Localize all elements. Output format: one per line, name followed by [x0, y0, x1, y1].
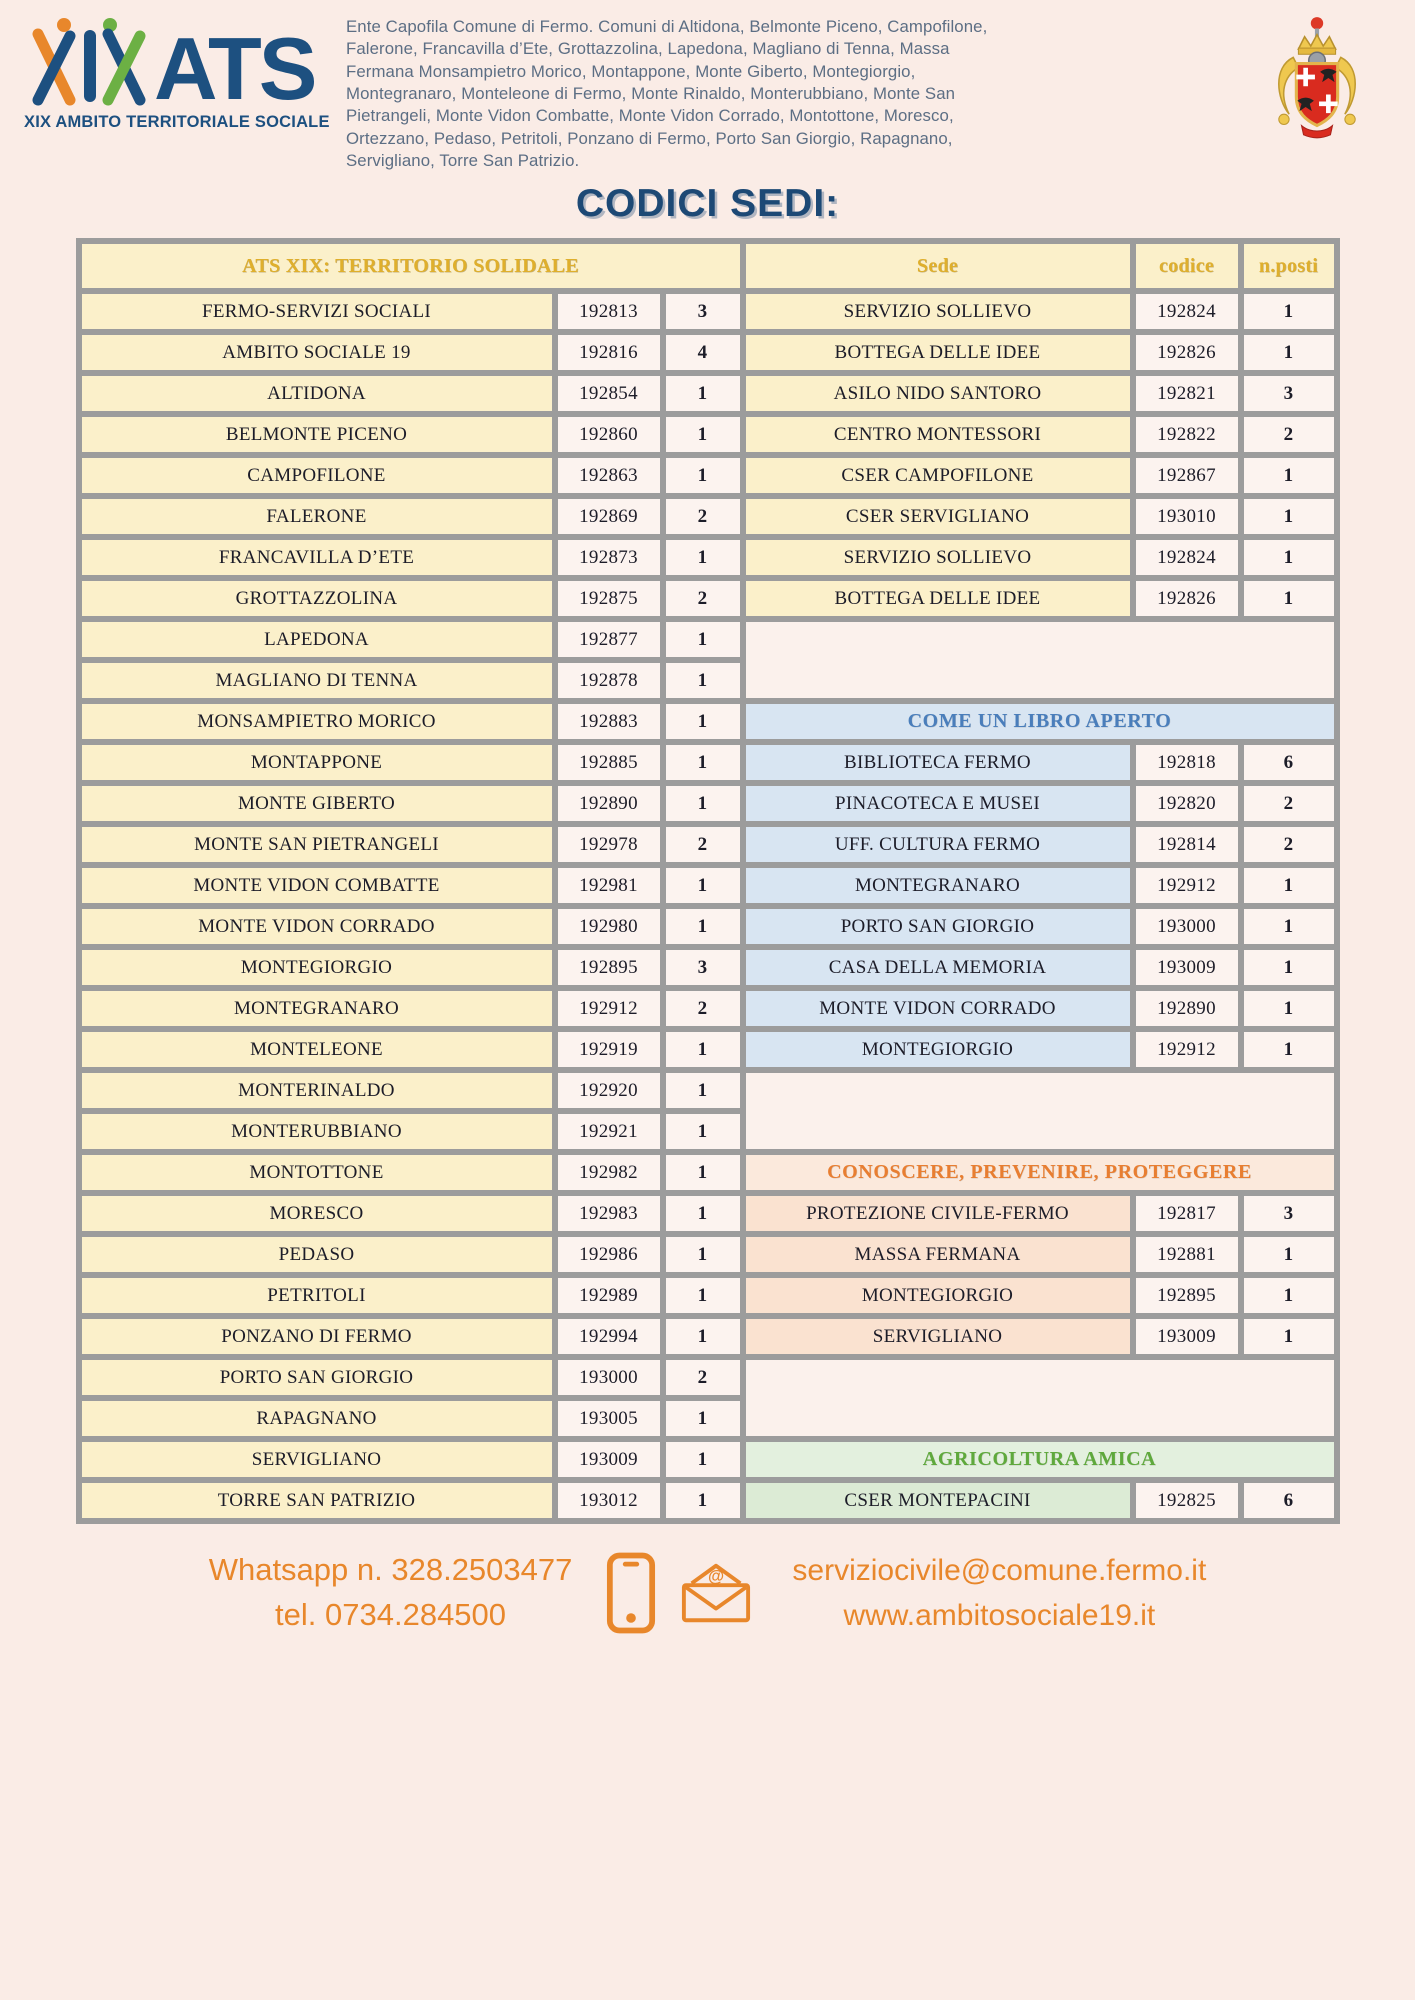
sede-name-cell: CSER CAMPOFILONE — [746, 458, 1130, 493]
sede-name-cell: PROTEZIONE CIVILE-FERMO — [746, 1196, 1130, 1231]
sede-code-cell: 192824 — [1136, 294, 1238, 329]
sede-name-cell: SERVIZIO SOLLIEVO — [746, 294, 1130, 329]
site-posts-cell: 1 — [666, 622, 740, 657]
site-code-cell: 192983 — [558, 1196, 660, 1231]
sede-code-cell: 193000 — [1136, 909, 1238, 944]
site-posts-cell: 1 — [666, 376, 740, 411]
empty-cell — [746, 1073, 1334, 1149]
sede-code-cell: 192821 — [1136, 376, 1238, 411]
sede-posts-cell: 1 — [1244, 991, 1334, 1026]
sede-name-cell: BOTTEGA DELLE IDEE — [746, 335, 1130, 370]
site-name-cell: MONSAMPIETRO MORICO — [82, 704, 552, 739]
sede-name-cell: ASILO NIDO SANTORO — [746, 376, 1130, 411]
site-name-cell: MORESCO — [82, 1196, 552, 1231]
site-code-cell: 192994 — [558, 1319, 660, 1354]
sede-code-cell: 193010 — [1136, 499, 1238, 534]
site-posts-cell: 2 — [666, 1360, 740, 1395]
section-header: AGRICOLTURA AMICA — [746, 1442, 1334, 1477]
logo-subtitle: XIX AMBITO TERRITORIALE SOCIALE — [24, 113, 330, 131]
site-code-cell: 192890 — [558, 786, 660, 821]
sede-posts-cell: 6 — [1244, 1483, 1334, 1518]
site-posts-cell: 4 — [666, 335, 740, 370]
sede-code-cell: 193009 — [1136, 950, 1238, 985]
site-posts-cell: 1 — [666, 786, 740, 821]
sede-posts-cell: 1 — [1244, 458, 1334, 493]
sede-name-cell: UFF. CULTURA FERMO — [746, 827, 1130, 862]
sede-code-cell: 192820 — [1136, 786, 1238, 821]
site-posts-cell: 1 — [666, 1483, 740, 1518]
sede-name-cell: MASSA FERMANA — [746, 1237, 1130, 1272]
site-name-cell: PEDASO — [82, 1237, 552, 1272]
sede-code-cell: 192912 — [1136, 1032, 1238, 1067]
site-name-cell: TORRE SAN PATRIZIO — [82, 1483, 552, 1518]
ats-wordmark: ATS — [154, 19, 315, 106]
sede-posts-cell: 1 — [1244, 294, 1334, 329]
sede-posts-cell: 1 — [1244, 868, 1334, 903]
site-posts-cell: 1 — [666, 1319, 740, 1354]
site-code-cell: 192982 — [558, 1155, 660, 1190]
site-name-cell: MONTE VIDON CORRADO — [82, 909, 552, 944]
site-name-cell: MONTERUBBIANO — [82, 1114, 552, 1149]
site-code-cell: 192978 — [558, 827, 660, 862]
phone-number: tel. 0734.284500 — [275, 1597, 507, 1633]
sede-name-cell: CENTRO MONTESSORI — [746, 417, 1130, 452]
site-name-cell: PORTO SAN GIORGIO — [82, 1360, 552, 1395]
site-code-cell: 192980 — [558, 909, 660, 944]
site-posts-cell: 1 — [666, 1196, 740, 1231]
municipalities-description: Ente Capofila Comune di Fermo. Comuni di Altidona, Belmonte Piceno, Campofilone, Falerone, Francavilla d’Ete, Grottazzolina, Lapedona, Magliano di Tenna, Massa Fermana Monsampietro Morico, Montappone, Monte Giberto, Montegiorgio, Montegranaro, Monteleone di Fermo, Monte Rinaldo, Monterubbiano, Monte San Pietrangeli, Monte Vidon Combatte, Monte Vidon Corrado, Montottone, Moresco, Ortezzano, Pedaso, Petritoli, Ponzano di Fermo, Porto San Giorgio, Rapagnano, Servigliano, Torre San Patrizio. — [346, 17, 988, 170]
site-posts-cell: 1 — [666, 745, 740, 780]
site-code-cell: 192981 — [558, 868, 660, 903]
site-posts-cell: 1 — [666, 458, 740, 493]
footer — [0, 1548, 1415, 1638]
site-name-cell: GROTTAZZOLINA — [82, 581, 552, 616]
site-name-cell: FRANCAVILLA D’ETE — [82, 540, 552, 575]
online-contacts — [792, 1548, 1206, 1638]
site-name-cell: MONTEGIORGIO — [82, 950, 552, 985]
site-code-cell: 192816 — [558, 335, 660, 370]
sede-posts-cell: 1 — [1244, 1237, 1334, 1272]
column-header-codice: codice — [1136, 244, 1238, 288]
sede-posts-cell: 1 — [1244, 909, 1334, 944]
email-address[interactable]: serviziocivile@comune.fermo.it — [792, 1554, 1207, 1588]
empty-cell — [746, 622, 1334, 698]
site-posts-cell: 1 — [666, 417, 740, 452]
site-name-cell: MONTERINALDO — [82, 1073, 552, 1108]
site-name-cell: MONTOTTONE — [82, 1155, 552, 1190]
site-code-cell: 192869 — [558, 499, 660, 534]
site-code-cell: 192919 — [558, 1032, 660, 1067]
fermo-coat-of-arms-icon — [1269, 14, 1365, 140]
page-title: CODICI SEDI: — [575, 182, 840, 226]
site-code-cell: 192986 — [558, 1237, 660, 1272]
sede-posts-cell: 3 — [1244, 376, 1334, 411]
site-posts-cell: 1 — [666, 663, 740, 698]
sede-code-cell: 192822 — [1136, 417, 1238, 452]
sede-posts-cell: 2 — [1244, 417, 1334, 452]
website-url[interactable]: www.ambitosociale19.it — [843, 1599, 1156, 1633]
site-code-cell: 192873 — [558, 540, 660, 575]
column-header-sede: Sede — [746, 244, 1130, 288]
sede-posts-cell: 1 — [1244, 1032, 1334, 1067]
site-posts-cell: 1 — [666, 1032, 740, 1067]
sede-name-cell: CSER SERVIGLIANO — [746, 499, 1130, 534]
site-name-cell: MONTE SAN PIETRANGELI — [82, 827, 552, 862]
sede-name-cell: MONTEGIORGIO — [746, 1278, 1130, 1313]
site-code-cell: 193012 — [558, 1483, 660, 1518]
sede-code-cell: 192818 — [1136, 745, 1238, 780]
header — [0, 0, 1415, 172]
email-envelope-icon — [680, 1561, 752, 1625]
site-name-cell: MONTE VIDON COMBATTE — [82, 868, 552, 903]
site-name-cell: PONZANO DI FERMO — [82, 1319, 552, 1354]
empty-cell — [746, 1360, 1334, 1436]
site-code-cell: 192854 — [558, 376, 660, 411]
site-name-cell: BELMONTE PICENO — [82, 417, 552, 452]
sede-code-cell: 192912 — [1136, 868, 1238, 903]
site-name-cell: MONTELEONE — [82, 1032, 552, 1067]
site-name-cell: RAPAGNANO — [82, 1401, 552, 1436]
sede-code-cell: 192867 — [1136, 458, 1238, 493]
site-name-cell: SERVIGLIANO — [82, 1442, 552, 1477]
sede-code-cell: 192825 — [1136, 1483, 1238, 1518]
section-header: COME UN LIBRO APERTO — [746, 704, 1334, 739]
ats-logo-graphic — [24, 14, 342, 106]
whatsapp-number: Whatsapp n. 328.2503477 — [208, 1552, 573, 1588]
site-name-cell: FERMO-SERVIZI SOCIALI — [82, 294, 552, 329]
site-name-cell: MONTEGRANARO — [82, 991, 552, 1026]
sede-code-cell: 192890 — [1136, 991, 1238, 1026]
ats-logo — [24, 14, 342, 132]
site-name-cell: AMBITO SOCIALE 19 — [82, 335, 552, 370]
sede-posts-cell: 2 — [1244, 827, 1334, 862]
svg-text:@: @ — [708, 1566, 725, 1586]
site-code-cell: 192921 — [558, 1114, 660, 1149]
site-posts-cell: 1 — [666, 1155, 740, 1190]
footer-icons — [606, 1551, 752, 1635]
site-code-cell: 193005 — [558, 1401, 660, 1436]
site-code-cell: 192878 — [558, 663, 660, 698]
sede-posts-cell: 6 — [1244, 745, 1334, 780]
sede-code-cell: 193009 — [1136, 1319, 1238, 1354]
site-posts-cell: 2 — [666, 991, 740, 1026]
site-posts-cell: 1 — [666, 1278, 740, 1313]
site-posts-cell: 1 — [666, 909, 740, 944]
site-code-cell: 193009 — [558, 1442, 660, 1477]
section-header: CONOSCERE, PREVENIRE, PROTEGGERE — [746, 1155, 1334, 1190]
sede-name-cell: CASA DELLA MEMORIA — [746, 950, 1130, 985]
codes-table — [76, 238, 1340, 1524]
site-name-cell: MONTE GIBERTO — [82, 786, 552, 821]
sede-name-cell: CSER MONTEPACINI — [746, 1483, 1130, 1518]
sede-posts-cell: 1 — [1244, 581, 1334, 616]
sede-posts-cell: 1 — [1244, 540, 1334, 575]
site-code-cell: 192895 — [558, 950, 660, 985]
sede-posts-cell: 2 — [1244, 786, 1334, 821]
site-name-cell: ALTIDONA — [82, 376, 552, 411]
sede-name-cell: SERVIGLIANO — [746, 1319, 1130, 1354]
site-posts-cell: 2 — [666, 499, 740, 534]
sede-code-cell: 192881 — [1136, 1237, 1238, 1272]
site-code-cell: 192912 — [558, 991, 660, 1026]
site-code-cell: 193000 — [558, 1360, 660, 1395]
site-posts-cell: 1 — [666, 1401, 740, 1436]
sede-code-cell: 192826 — [1136, 581, 1238, 616]
site-code-cell: 192989 — [558, 1278, 660, 1313]
column-header-nposti: n.posti — [1244, 244, 1334, 288]
site-name-cell: PETRITOLI — [82, 1278, 552, 1313]
site-posts-cell: 1 — [666, 1114, 740, 1149]
site-code-cell: 192885 — [558, 745, 660, 780]
sede-posts-cell: 1 — [1244, 1319, 1334, 1354]
site-posts-cell: 1 — [666, 1237, 740, 1272]
smartphone-icon — [606, 1551, 656, 1635]
sede-posts-cell: 1 — [1244, 1278, 1334, 1313]
site-posts-cell: 3 — [666, 294, 740, 329]
site-name-cell: LAPEDONA — [82, 622, 552, 657]
table-header-left: ATS XIX: TERRITORIO SOLIDALE — [82, 244, 740, 288]
phone-contacts — [209, 1548, 573, 1638]
site-posts-cell: 1 — [666, 1442, 740, 1477]
sede-name-cell: PINACOTECA E MUSEI — [746, 786, 1130, 821]
sede-posts-cell: 3 — [1244, 1196, 1334, 1231]
site-posts-cell: 2 — [666, 581, 740, 616]
site-code-cell: 192875 — [558, 581, 660, 616]
sede-name-cell: SERVIZIO SOLLIEVO — [746, 540, 1130, 575]
site-code-cell: 192877 — [558, 622, 660, 657]
site-name-cell: MAGLIANO DI TENNA — [82, 663, 552, 698]
site-posts-cell: 1 — [666, 704, 740, 739]
site-posts-cell: 1 — [666, 1073, 740, 1108]
sede-code-cell: 192826 — [1136, 335, 1238, 370]
site-posts-cell: 3 — [666, 950, 740, 985]
sede-code-cell: 192814 — [1136, 827, 1238, 862]
sede-code-cell: 192824 — [1136, 540, 1238, 575]
sede-code-cell: 192817 — [1136, 1196, 1238, 1231]
site-posts-cell: 1 — [666, 540, 740, 575]
sede-name-cell: BOTTEGA DELLE IDEE — [746, 581, 1130, 616]
sede-name-cell: BIBLIOTECA FERMO — [746, 745, 1130, 780]
site-code-cell: 192883 — [558, 704, 660, 739]
site-name-cell: FALERONE — [82, 499, 552, 534]
site-name-cell: CAMPOFILONE — [82, 458, 552, 493]
sede-name-cell: MONTEGRANARO — [746, 868, 1130, 903]
sede-name-cell: PORTO SAN GIORGIO — [746, 909, 1130, 944]
site-code-cell: 192920 — [558, 1073, 660, 1108]
sede-code-cell: 192895 — [1136, 1278, 1238, 1313]
sede-name-cell: MONTEGIORGIO — [746, 1032, 1130, 1067]
sede-posts-cell: 1 — [1244, 950, 1334, 985]
sede-posts-cell: 1 — [1244, 499, 1334, 534]
sede-posts-cell: 1 — [1244, 335, 1334, 370]
site-name-cell: MONTAPPONE — [82, 745, 552, 780]
site-code-cell: 192860 — [558, 417, 660, 452]
sede-name-cell: MONTE VIDON CORRADO — [746, 991, 1130, 1026]
site-posts-cell: 2 — [666, 827, 740, 862]
site-code-cell: 192863 — [558, 458, 660, 493]
site-posts-cell: 1 — [666, 868, 740, 903]
site-code-cell: 192813 — [558, 294, 660, 329]
